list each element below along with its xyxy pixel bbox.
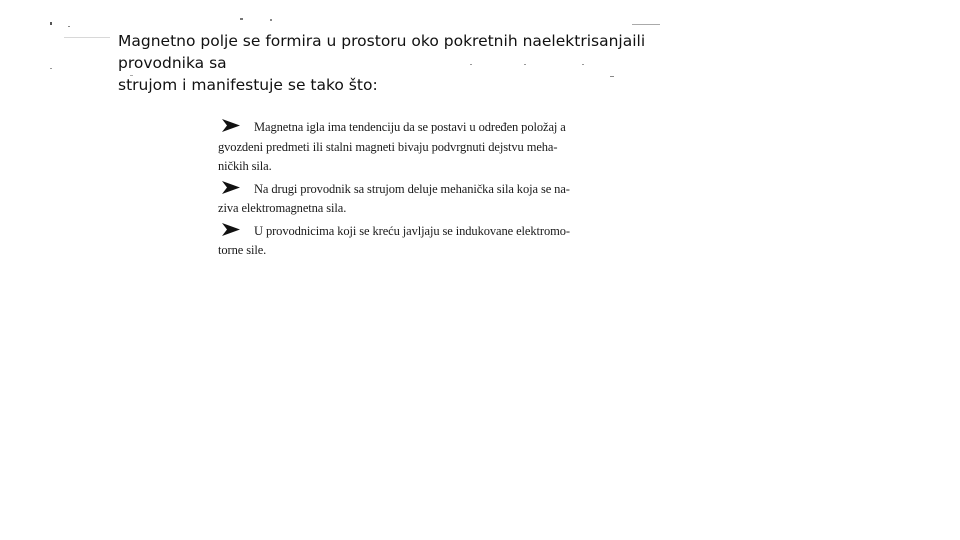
scanned-excerpt [218,118,590,264]
arrowhead-bullet-icon [222,223,240,236]
intro-line-1: Magnetno polje se formira u prostoru oko pokretnih naelektrisanjaili provodnika sa [118,32,646,72]
bullet-item [218,118,590,177]
bullet-item [218,180,590,219]
arrowhead-bullet-icon [222,119,240,132]
bullet-1-line-3: ničkih sila. [218,159,272,173]
bullet-1-line-2: gvozdeni predmeti ili stalni magneti bivaju podvrgnuti dejstvu meha- [218,139,558,154]
bullet-2-line-2: ziva elektromagnetna sila. [218,201,347,215]
arrowhead-bullet-icon [222,181,240,194]
bullet-1-line-1: Magnetna igla ima tendenciju da se postavi u određen položaj a [254,120,566,134]
intro-line-2: strujom i manifestuje se tako što: [118,76,378,94]
bullet-2-line-1: Na drugi provodnik sa strujom deluje mehanička sila koja se na- [254,181,570,196]
intro-text [118,30,718,96]
bullet-item [218,222,590,261]
bullet-3-line-1: U provodnicima koji se kreću javljaju se indukovane elektromo- [254,223,570,238]
bullet-3-line-2: torne sile. [218,243,267,257]
